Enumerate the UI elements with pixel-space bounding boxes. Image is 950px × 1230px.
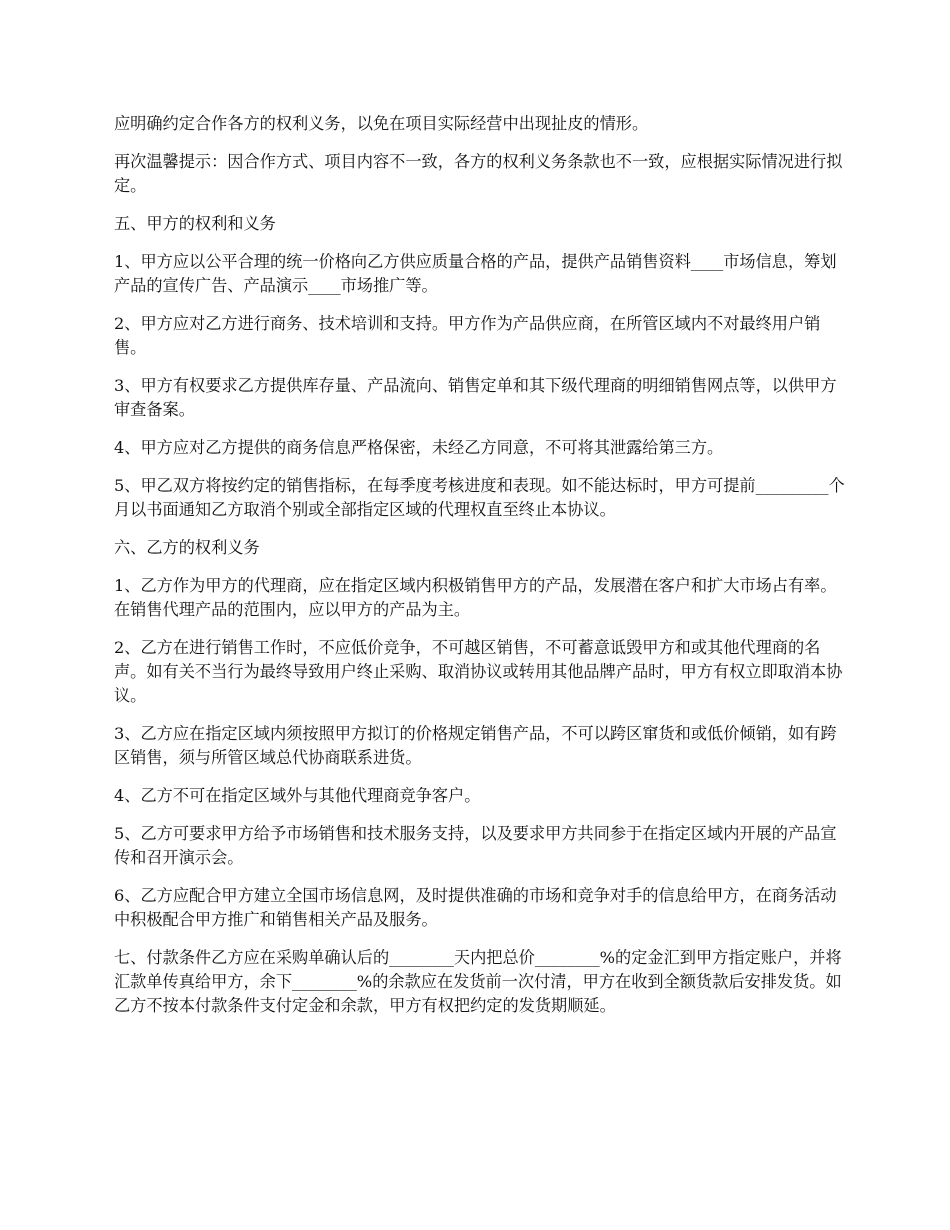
clause-5-1: 1、甲方应以公平合理的统一价格向乙方供应质量合格的产品，提供产品销售资料____市场信息，筹划产品的宣传广告、产品演示____市场推广等。 — [114, 252, 837, 295]
clause-6-1: 1、乙方作为甲方的代理商，应在指定区域内积极销售甲方的产品，发展潜在客户和扩大市场占有率。在销售代理产品的范围内，应以甲方的产品为主。 — [114, 576, 837, 619]
document-body — [114, 112, 849, 1032]
section-heading-6: 六、乙方的权利义务 — [114, 538, 260, 557]
clause-5-4: 4、甲方应对乙方提供的商务信息严格保密，未经乙方同意，不可将其泄露给第三方。 — [114, 438, 724, 457]
clause-5-3: 3、甲方有权要求乙方提供库存量、产品流向、销售定单和其下级代理商的明细销售网点等，以供甲方审查备案。 — [114, 376, 837, 419]
clause-6-2: 2、乙方在进行销售工作时，不应低价竞争，不可越区销售，不可蓄意诋毁甲方和或其他代理商的名声。如有关不当行为最终导致用户终止采购、取消协议或转用其他品牌产品时，甲方有权立即取消本协议。 — [114, 638, 843, 705]
clause-6-4: 4、乙方不可在指定区域外与其他代理商竞争客户。 — [114, 786, 481, 805]
section-7-payment-terms: 七、付款条件乙方应在采购单确认后的________天内把总价________%的定金汇到甲方指定账户，并将汇款单传真给甲方，余下________%的余款应在发货前一次付清，甲方在收到全额货款后安排发货。如乙方不按本付款条件支付定金和余款，甲方有权把约定的发货期顺延。 — [114, 948, 842, 1015]
paragraph-intro: 应明确约定合作各方的权利义务，以免在项目实际经营中出现扯皮的情形。 — [114, 114, 649, 133]
clause-5-5: 5、甲乙双方将按约定的销售指标，在每季度考核进度和表现。如不能达标时，甲方可提前_________个月以书面通知乙方取消个别或全部指定区域的代理权直至终止本协议。 — [114, 476, 845, 519]
clause-5-2: 2、甲方应对乙方进行商务、技术培训和支持。甲方作为产品供应商，在所管区域内不对最终用户销售。 — [114, 314, 821, 357]
clause-6-3: 3、乙方应在指定区域内须按照甲方拟订的价格规定销售产品，不可以跨区窜货和或低价倾销，如有跨区销售，须与所管区域总代协商联系进货。 — [114, 724, 837, 767]
paragraph-reminder: 再次温馨提示：因合作方式、项目内容不一致，各方的权利义务条款也不一致，应根据实际情况进行拟定。 — [114, 152, 843, 195]
section-heading-5: 五、甲方的权利和义务 — [114, 214, 276, 233]
clause-6-6: 6、乙方应配合甲方建立全国市场信息网，及时提供准确的市场和竞争对手的信息给甲方，在商务活动中积极配合甲方推广和销售相关产品及服务。 — [114, 886, 837, 929]
clause-6-5: 5、乙方可要求甲方给予市场销售和技术服务支持，以及要求甲方共同参于在指定区域内开展的产品宣传和召开演示会。 — [114, 824, 837, 867]
